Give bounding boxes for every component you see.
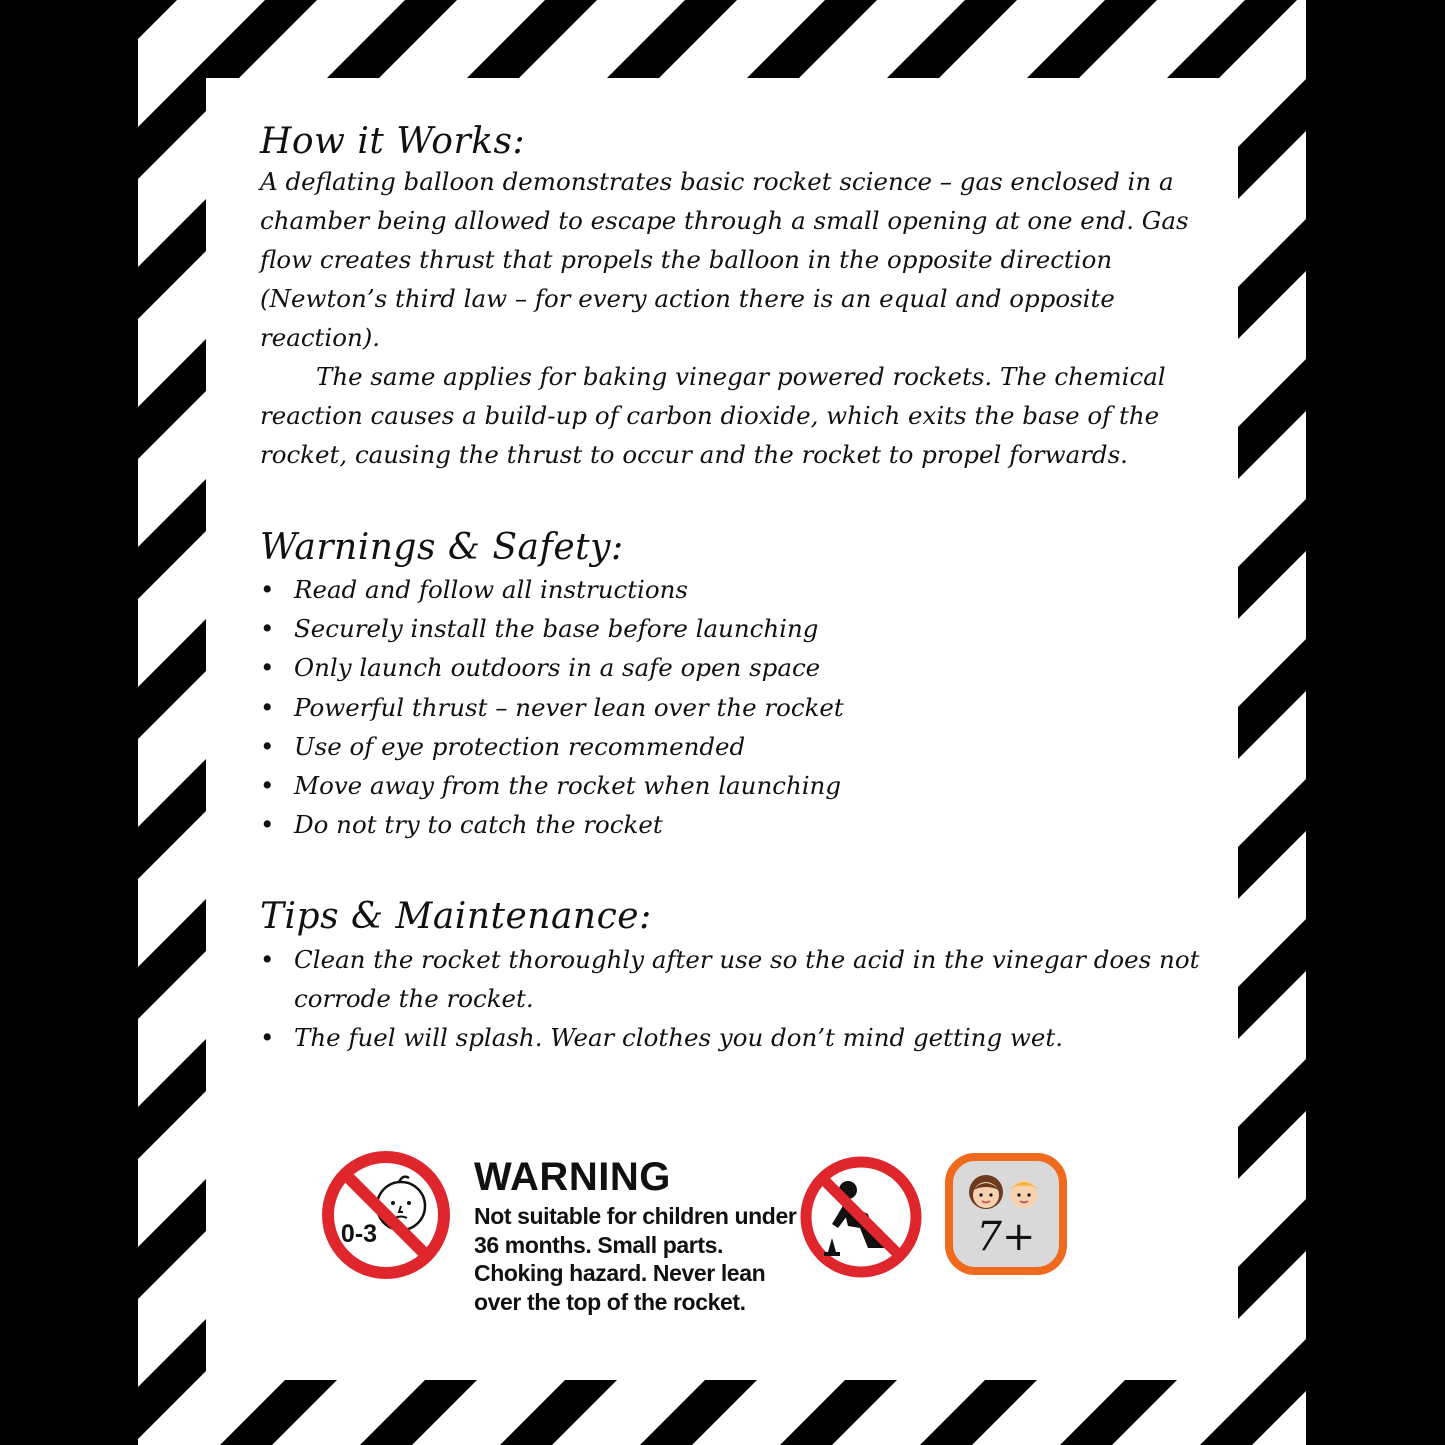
warning-line: 36 months. Small parts.	[474, 1231, 723, 1258]
tips-list	[260, 940, 1200, 1058]
list-item: • Use of eye protection recommended	[260, 727, 1200, 766]
warning-line: Choking hazard. Never lean	[474, 1260, 766, 1286]
list-item: • Read and follow all instructions	[260, 570, 1200, 609]
list-item: • Do not try to catch the rocket	[260, 805, 1200, 844]
list-item: • Clean the rocket thoroughly after use so the acid in the vinegar does not corrode the rocket.	[260, 940, 1200, 1018]
warnings-title: Warnings & Safety:	[260, 527, 624, 568]
list-item: • Only launch outdoors in a safe open space	[260, 648, 1200, 687]
list-item: • Move away from the rocket when launching	[260, 766, 1200, 805]
list-item: • Powerful thrust – never lean over the rocket	[260, 688, 1200, 727]
how-it-works-title: How it Works:	[260, 121, 526, 162]
tips-title: Tips & Maintenance:	[260, 896, 652, 937]
warning-label	[474, 1156, 804, 1316]
age-7-plus-icon	[944, 1152, 1068, 1276]
age-label: 7+	[976, 1214, 1036, 1260]
warning-line: over the top of the rocket.	[474, 1288, 746, 1315]
list-item: • Securely install the base before launching	[260, 609, 1200, 648]
warning-line: Not suitable for children under	[474, 1203, 797, 1229]
warning-title: WARNING	[474, 1155, 671, 1199]
age-restriction-label: 0-3	[340, 1220, 378, 1248]
warning-text	[474, 1202, 804, 1316]
no-children-under-3-icon	[319, 1148, 453, 1282]
how-it-works-paragraph-1: A deflating balloon demonstrates basic rocket science – gas enclosed in a chamber being allowed to escape through a small opening at one end. Gas flow creates thrust that propels the balloon in the opposite direction (Newton’s third law – for every action there is an equal and opposite reaction).	[260, 167, 1189, 352]
warnings-list	[260, 570, 1200, 844]
list-item: • The fuel will splash. Wear clothes you don’t mind getting wet.	[260, 1018, 1200, 1057]
do-not-lean-over-icon	[798, 1154, 924, 1280]
instruction-card	[206, 78, 1238, 1380]
how-it-works-paragraph-2: The same applies for baking vinegar powered rockets. The chemical reaction causes a build-up of carbon dioxide, which exits the base of the rocket, causing the thrust to occur and the rocket to propel forwards.	[260, 362, 1166, 469]
